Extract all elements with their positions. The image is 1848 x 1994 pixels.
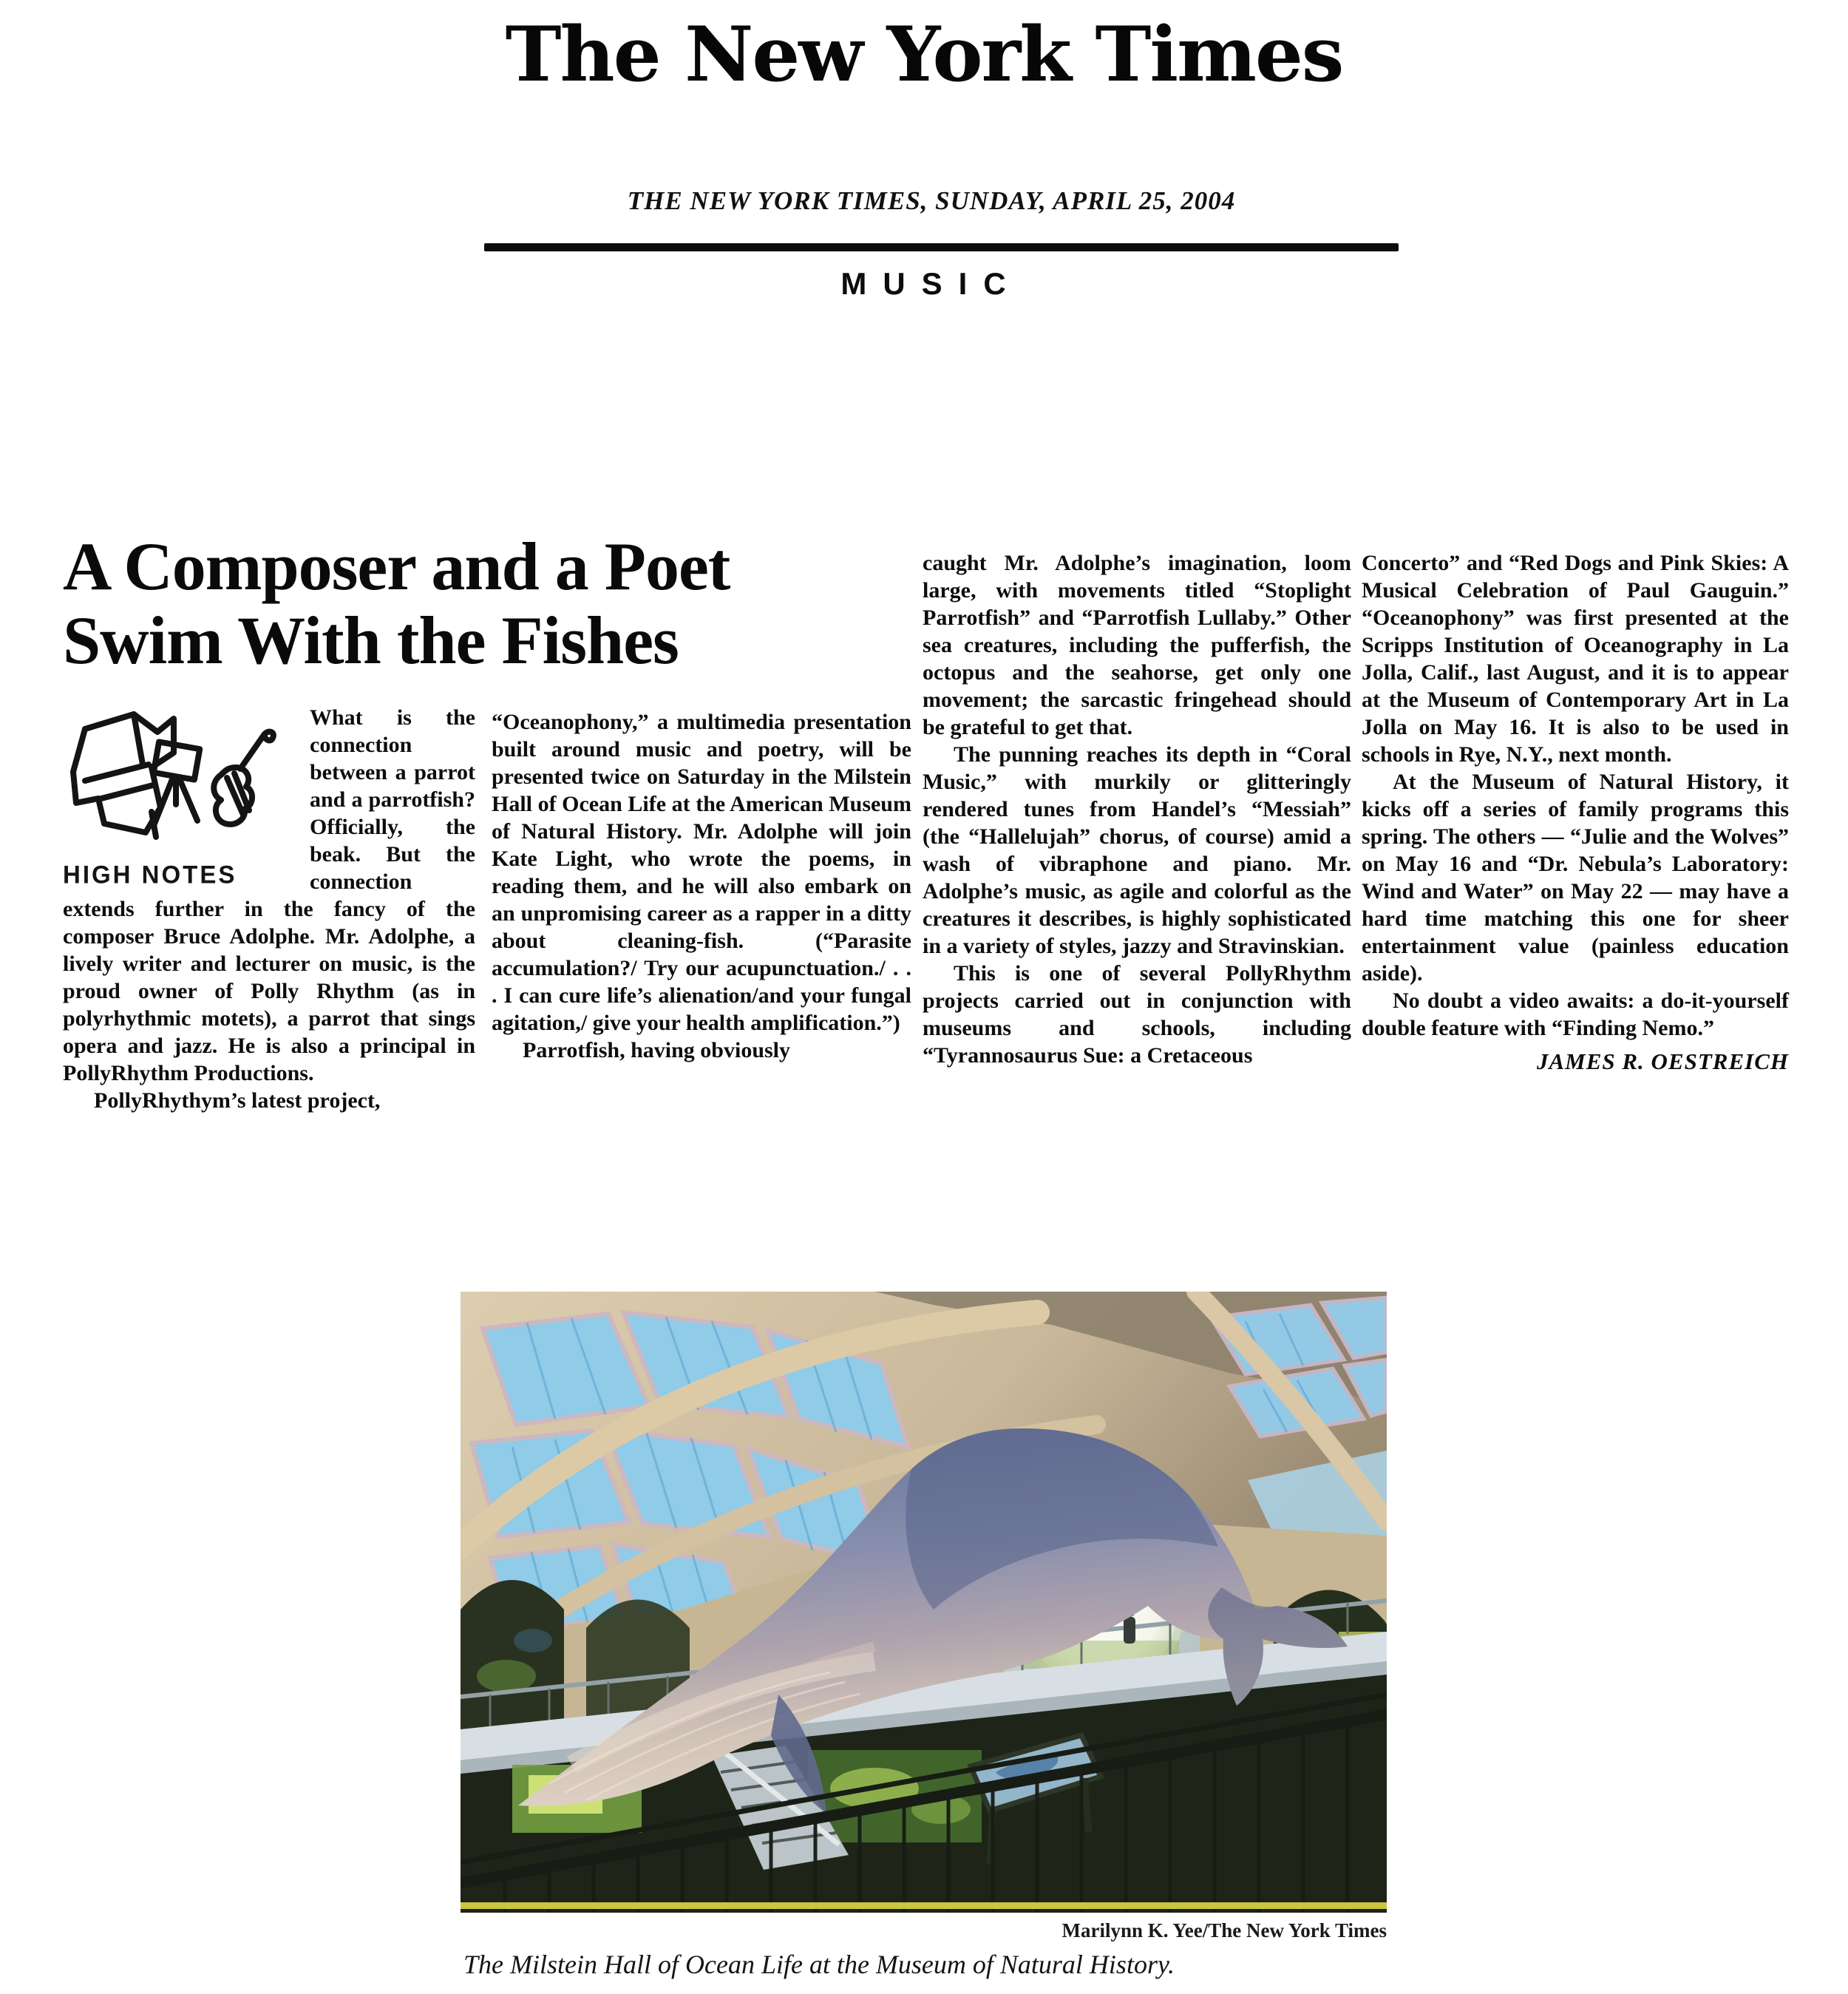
body-paragraph: The punning reaches its depth in “Coral Music,” with murkily or glitteringly rendered tunes from Handel’s “Messiah” (the “Hallelujah” chorus, of course) amid a wash of vibraphone and piano. Mr. Adolphe’s music, as agile and colorful as the creatures it describes, is highly sophisticated in a variety of styles, jazzy and Stravinskian.: [923, 742, 1351, 958]
body-paragraph: Parrotfish, having obviously: [523, 1038, 791, 1062]
article-column-2: [492, 708, 911, 1064]
body-paragraph: This is one of several PollyRhythm projects carried out in conjunction with museums and schools, including “Tyrannosaurus Sue: a Cretaceous: [923, 961, 1351, 1068]
section-label: MUSIC: [840, 266, 1022, 301]
high-notes-kicker: [63, 707, 285, 889]
body-paragraph: PollyRhythym’s latest project,: [94, 1088, 381, 1113]
headline-line-2: Swim With the Fishes: [63, 603, 679, 678]
photo-credit: Marilynn K. Yee/The New York Times: [1061, 1919, 1387, 1942]
body-paragraph: No doubt a video awaits: a do-it-yourself double feature with “Finding Nemo.”: [1362, 988, 1789, 1040]
high-notes-icon: [63, 707, 285, 859]
photo-caption: The Milstein Hall of Ocean Life at the Museum of Natural History.: [463, 1950, 1175, 1979]
body-paragraph: “Oceanophony,” a multimedia presentation built around music and poetry, will be presented twice on Saturday in the Milstein Hall of Ocean Life at the American Museum of Natural History. Mr. Adolphe will join Kate Light, who wrote the poems, in reading them, and he will also embark on an unpromising career as a rapper in a ditty about cleaning-fish. (“Parasite accumulation?/ Try our acupunctuation./ . . . I can cure life’s alienation/and your fungal agitation,/ give your health amplification.”): [492, 710, 911, 1035]
body-paragraph: At the Museum of Natural History, it kicks off a series of family programs this spring. The others — “Julie and the Wolves” on May 16 and “Dr. Nebula’s Laboratory: Wind and Water” on May 22 — may have a hard time matching this one for sheer entertainment value (painless education aside).: [1362, 770, 1789, 986]
article-headline: [63, 529, 876, 677]
body-paragraph: Concerto” and “Red Dogs and Pink Skies: A Musical Celebration of Paul Gauguin.” “Oceanophony” was first presented at the Scripps Institution of Oceanography in La Jolla, Calif., last August, and it is to appear at the Museum of Contemporary Art in La Jolla on May 16. It is also to be used in schools in Rye, N.Y., next month.: [1362, 551, 1789, 767]
byline: JAMES R. OESTREICH: [1536, 1048, 1789, 1074]
horizontal-rule: [484, 243, 1399, 251]
masthead: The New York Times: [505, 10, 1343, 99]
body-paragraph: caught Mr. Adolphe’s imagination, loom large, with movements titled “Stoplight Parrotfish” and “Parrotfish Lullaby.” Other sea creatures, including the pufferfish, the octopus and the seahorse, get only one movement; the sarcastic fringehead should be grateful to get that.: [923, 551, 1351, 739]
body-paragraph: What is the connection between a parrot and a parrotfish? Officially, the beak. But the connection extends further in the fancy of the composer Bruce Adolphe. Mr. Adolphe, a lively writer and lecturer on music, is the proud owner of Polly Rhythm (as in polyrhythmic motets), a parrot that sings opera and jazz. He is also a principal in PollyRhythm Productions.: [63, 705, 475, 1085]
kicker-label: HIGH NOTES: [63, 860, 237, 889]
article-column-4: [1362, 549, 1789, 1075]
article-column-1: [63, 704, 475, 1114]
whale-hall-photo-art: [461, 1292, 1387, 1913]
headline-line-1: A Composer and a Poet: [63, 529, 730, 604]
dateline: THE NEW YORK TIMES, SUNDAY, APRIL 25, 2004: [627, 186, 1236, 215]
whale-hall-photo: [461, 1292, 1387, 1913]
article-column-3: [923, 549, 1351, 1069]
